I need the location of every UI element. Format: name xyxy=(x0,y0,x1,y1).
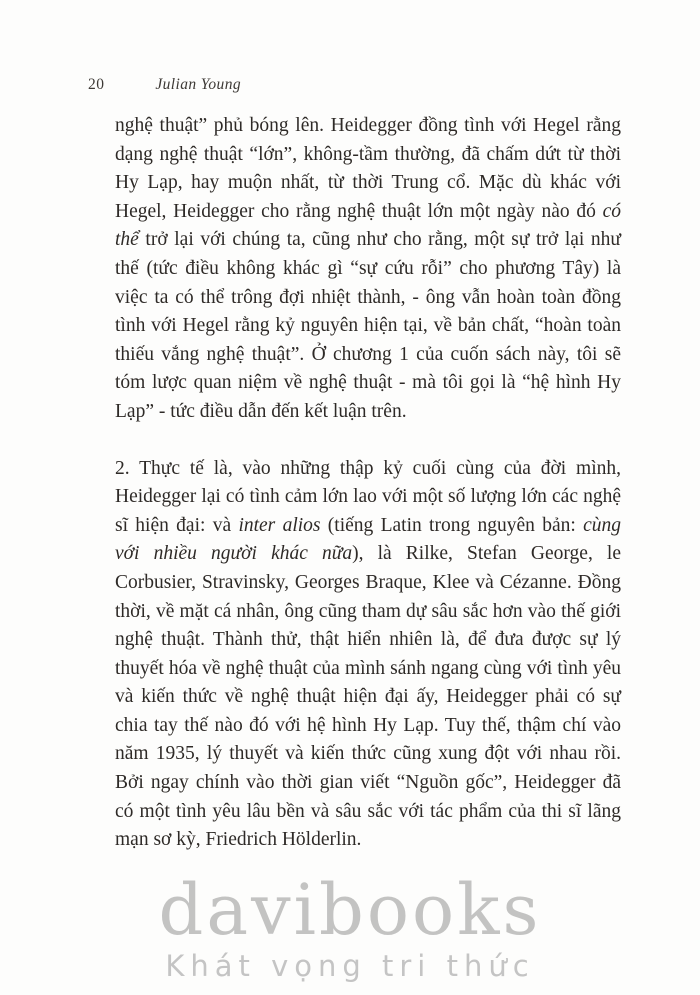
watermark xyxy=(0,869,700,983)
watermark-brand: davibooks xyxy=(158,869,542,951)
text-run: (tiếng Latin trong nguyên bản: xyxy=(320,514,584,536)
text-run: 2. Thực tế là, vào những thập kỷ cuối cùng của đời mình, Heidegger lại có tình cảm lớn lao với một số lượng lớn các nghệ sĩ hiện đại: và xyxy=(115,457,621,536)
running-header: Julian Young xyxy=(155,76,241,93)
paragraph xyxy=(115,455,621,855)
text-run-italic: inter alios xyxy=(238,514,321,536)
page-number: 20 xyxy=(88,76,105,93)
page-header xyxy=(88,76,241,94)
text-run-italic: cùng với nhiều người khác nữa xyxy=(115,514,621,565)
text-run: ), là Rilke, Stefan George, le Corbusier, Stravinsky, Georges Braque, Klee và Cézanne. Đồng thời, về mặt cá nhân, ông cũng tham dự sâu sắc hơn vào thế giới nghệ thuật. Thành thử, thật hiển nhiên là, để đưa được sự lý thuyết hóa về nghệ thuật của mình sánh ngang cùng với tình yêu và kiến thức về nghệ thuật hiện đại ấy, Heidegger phải có sự chia tay thế nào đó với hệ hình Hy Lạp. Tuy thế, thậm chí vào năm 1935, lý thuyết và kiến thức cũng xung đột với nhau rồi. Bởi ngay chính vào thời gian viết “Nguồn gốc”, Heidegger đã có một tình yêu lâu bền và sâu sắc với tác phẩm của thi sĩ lãng mạn sơ kỳ, Friedrich Hölderlin. xyxy=(115,543,621,851)
paragraph xyxy=(115,112,621,427)
watermark-tagline: Khát vọng tri thức xyxy=(165,949,535,983)
text-run-italic: có thể xyxy=(115,200,621,251)
page-body xyxy=(115,112,621,883)
text-run: nghệ thuật” phủ bóng lên. Heidegger đồng tình với Hegel rằng dạng nghệ thuật “lớn”, không-tầm thường, đã chấm dứt từ thời Hy Lạp, hay muộn nhất, từ thời Trung cổ. Mặc dù khác với Hegel, Heidegger cho rằng nghệ thuật lớn một ngày nào đó xyxy=(115,115,621,222)
text-run: trở lại với chúng ta, cũng như cho rằng, một sự trở lại như thế (tức điều không khác gì “sự cứu rỗi” cho phương Tây) là việc ta có thể trông đợi nhiệt thành, - ông vẫn hoàn toàn đồng tình với Hegel rằng kỷ nguyên hiện tại, về bản chất, “hoàn toàn thiếu vắng nghệ thuật”. Ở chương 1 của cuốn sách này, tôi sẽ tóm lược quan niệm về nghệ thuật - mà tôi gọi là “hệ hình Hy Lạp” - tức điều dẫn đến kết luận trên. xyxy=(115,229,621,422)
